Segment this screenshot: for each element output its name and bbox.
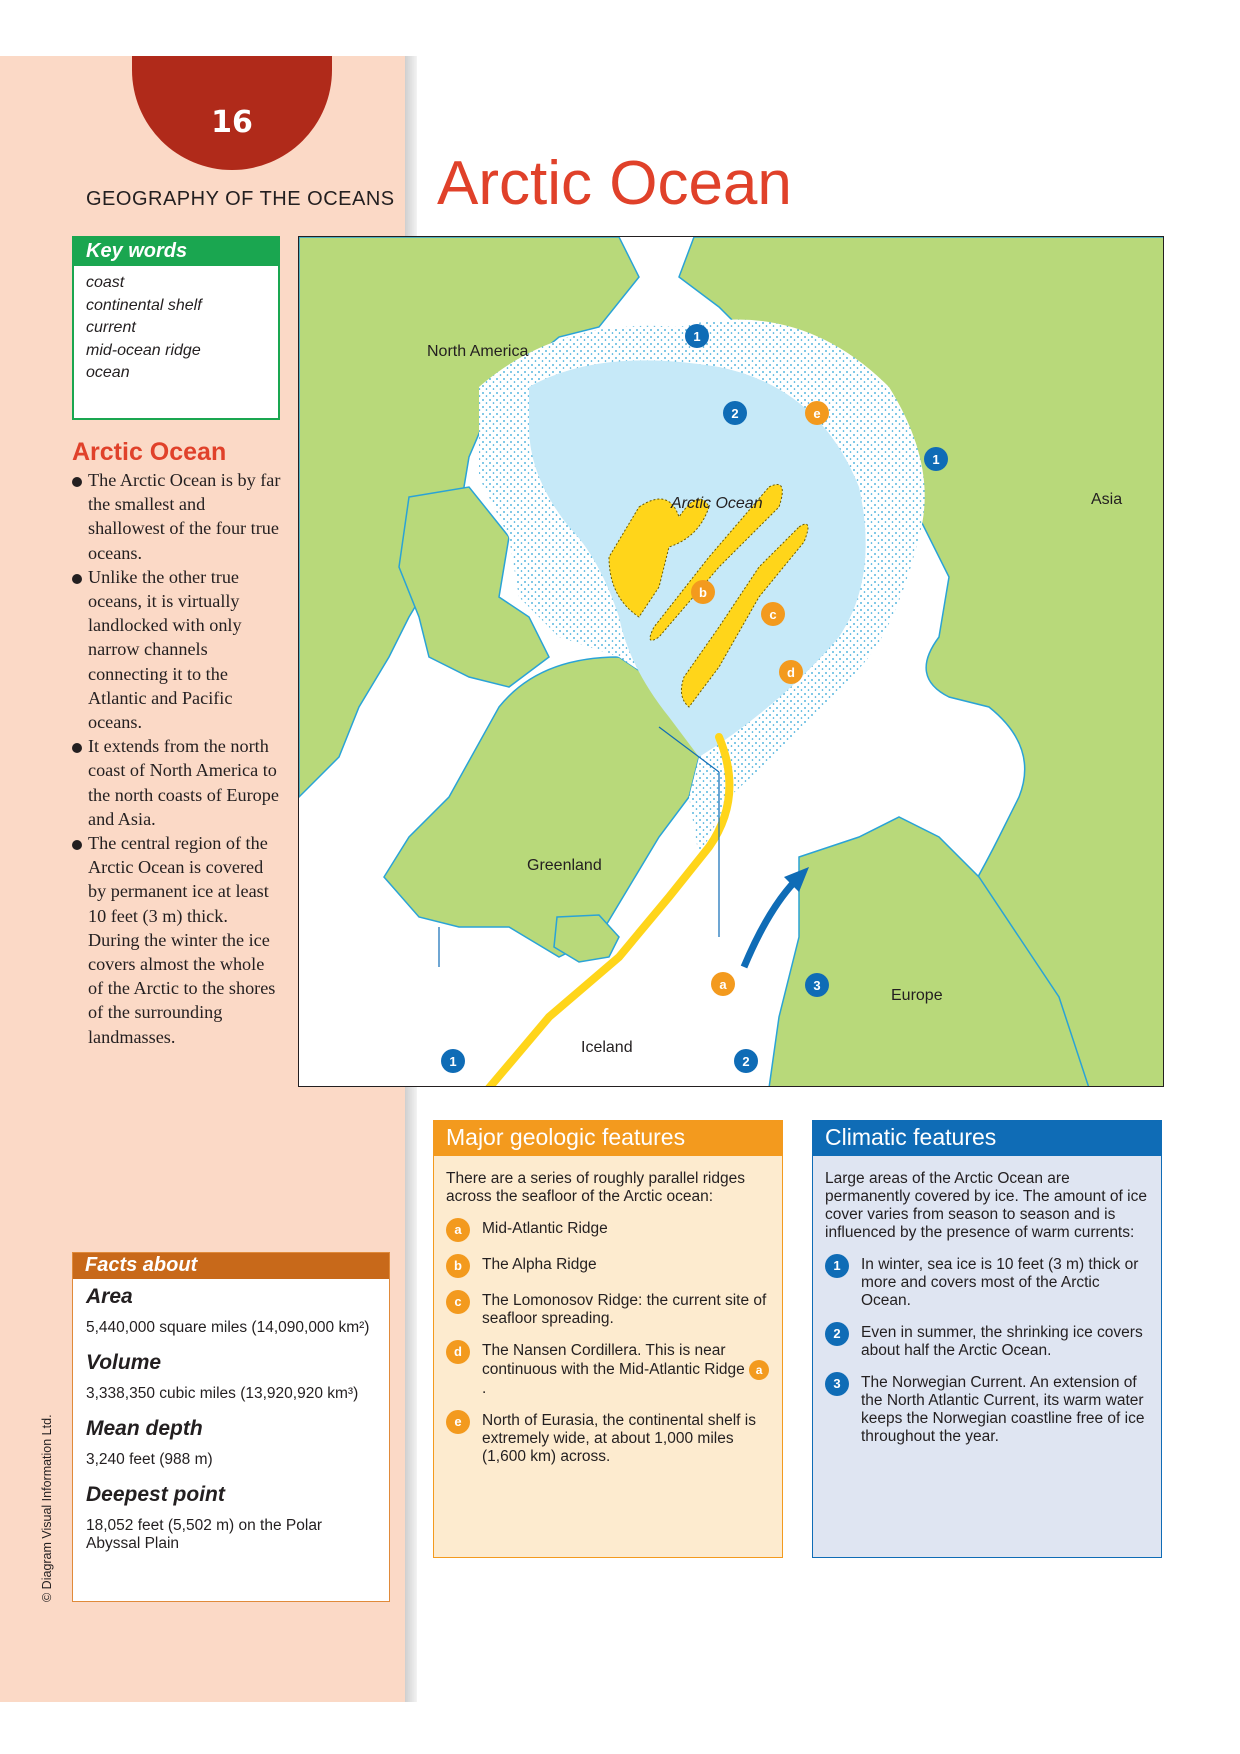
marker-blue-2 [734,1049,758,1073]
keyword-item: mid-ocean ridge [86,341,201,359]
geologic-item [434,1334,782,1404]
keyword-item: ocean [86,364,130,381]
climatic-item-text: In winter, sea ice is 10 feet (3 m) thick or more and covers most of the Arctic Ocean. [861,1256,1139,1309]
facts-box [72,1252,390,1602]
section-name: GEOGRAPHY OF THE OCEANS [86,188,395,210]
climatic-intro: Large areas of the Arctic Ocean are permanently covered by ice. The amount of ice cover varies from season to season and is influenced by the presence of warm currents: [825,1170,1147,1241]
fact-value: 18,052 feet (5,502 m) on the Polar Abyssal Plain [86,1517,323,1552]
svg-text:1: 1 [932,452,940,467]
climatic-item [813,1316,1161,1366]
arctic-map [298,236,1164,1087]
marker-badge-3: 3 [825,1372,849,1396]
marker-badge-e: e [446,1410,470,1434]
keyword-item: coast [86,274,125,291]
geologic-item [434,1404,782,1472]
marker-orange-d [779,660,803,684]
geologic-intro: There are a series of roughly parallel ridges across the seafloor of the Arctic ocean: [446,1170,745,1205]
label-greenland: Greenland [527,857,602,874]
marker-badge-d: d [446,1340,470,1364]
label-arctic-ocean: Arctic Ocean [671,495,763,512]
marker-orange-a [711,972,735,996]
marker-orange-e [805,401,829,425]
sidebar-bullets [72,468,282,1049]
bullet-item: The central region of the Arctic Ocean is covered by permanent ice at least 10 feet (3 m) thick. During the winter the ice covers almost the whole of the Arctic to the shores of the surrounding landmasses. [72,831,282,1049]
page-title: Arctic Ocean [437,149,792,218]
climatic-heading: Climatic features [813,1121,1161,1156]
climatic-item [813,1366,1161,1452]
climatic-item-text: The Norwegian Current. An extension of the North Atlantic Current, its warm water keeps the Norwegian coastline free of ice throughout the year. [861,1374,1145,1445]
bullet-item: Unlike the other true oceans, it is virtually landlocked with only narrow channels connecting it to the Atlantic and Pacific oceans. [72,565,282,734]
climatic-features-box [812,1120,1162,1558]
keyword-item: continental shelf [86,296,202,314]
svg-text:d: d [787,665,795,680]
bullet-item: The Arctic Ocean is by far the smallest and shallowest of the four true oceans. [72,468,282,565]
svg-text:a: a [719,977,727,992]
label-europe: Europe [891,987,943,1004]
fact-title: Mean depth [86,1417,203,1440]
climatic-item [813,1248,1161,1316]
geologic-item [434,1248,782,1284]
facts-heading: Facts about [73,1253,389,1279]
keywords-box [72,236,280,420]
geologic-item-text: The Alpha Ridge [482,1256,597,1273]
copyright-notice: © Diagram Visual Information Ltd. [40,1414,54,1602]
norwegian-current-arrow [744,877,799,967]
svg-text:2: 2 [742,1054,750,1069]
fact-value: 3,338,350 cubic miles (13,920,920 km³) [86,1385,359,1402]
keywords-list [74,272,278,385]
marker-badge-a: a [446,1218,470,1242]
label-iceland: Iceland [581,1039,633,1056]
marker-badge-c: c [446,1290,470,1314]
fact-value: 3,240 feet (988 m) [86,1451,213,1468]
climatic-item-text: Even in summer, the shrinking ice covers about half the Arctic Ocean. [861,1324,1143,1359]
fact-value: 5,440,000 square miles (14,090,000 km²) [86,1319,370,1336]
marker-badge-b: b [446,1254,470,1278]
svg-text:1: 1 [449,1054,457,1069]
svg-text:c: c [769,607,777,622]
svg-text:2: 2 [731,406,739,421]
marker-orange-c [761,602,785,626]
marker-blue-2 [723,401,747,425]
geologic-item-text: North of Eurasia, the continental shelf is extremely wide, at about 1,000 miles (1,600 km) across. [482,1412,756,1465]
geologic-heading: Major geologic features [434,1121,782,1156]
marker-blue-1 [685,324,709,348]
marker-badge-1: 1 [825,1254,849,1278]
bullet-item: It extends from the north coast of North America to the north coasts of Europe and Asia. [72,734,282,831]
svg-text:b: b [699,585,707,600]
geologic-item-text: The Lomonosov Ridge: the current site of seafloor spreading. [482,1292,767,1327]
arctic-map-graphic [299,237,1164,1087]
geologic-item-text: The Nansen Cordillera. This is near continuous with the Mid-Atlantic Ridge [482,1342,745,1379]
inline-marker-a: a [749,1360,769,1380]
geologic-item [434,1212,782,1248]
fact-title: Volume [86,1351,162,1374]
label-asia: Asia [1091,491,1123,508]
geologic-item-suffix: . [482,1380,487,1397]
svg-text:3: 3 [813,978,821,993]
label-north-america: North America [427,343,529,360]
sidebar-heading: Arctic Ocean [72,438,227,466]
svg-text:1: 1 [693,329,701,344]
page-number: 16 [211,105,253,140]
svg-text:e: e [813,406,821,421]
geologic-features-box [433,1120,783,1558]
fact-title: Area [86,1285,133,1308]
keywords-heading: Key words [74,238,278,266]
marker-blue-1 [924,447,948,471]
geologic-item-text-wrap [482,1342,770,1398]
geologic-item [434,1284,782,1334]
marker-blue-3 [805,973,829,997]
marker-badge-2: 2 [825,1322,849,1346]
keyword-item: current [86,319,136,336]
marker-orange-b [691,580,715,604]
marker-blue-1 [441,1049,465,1073]
fact-title: Deepest point [86,1483,225,1506]
geologic-item-text: Mid-Atlantic Ridge [482,1220,608,1237]
